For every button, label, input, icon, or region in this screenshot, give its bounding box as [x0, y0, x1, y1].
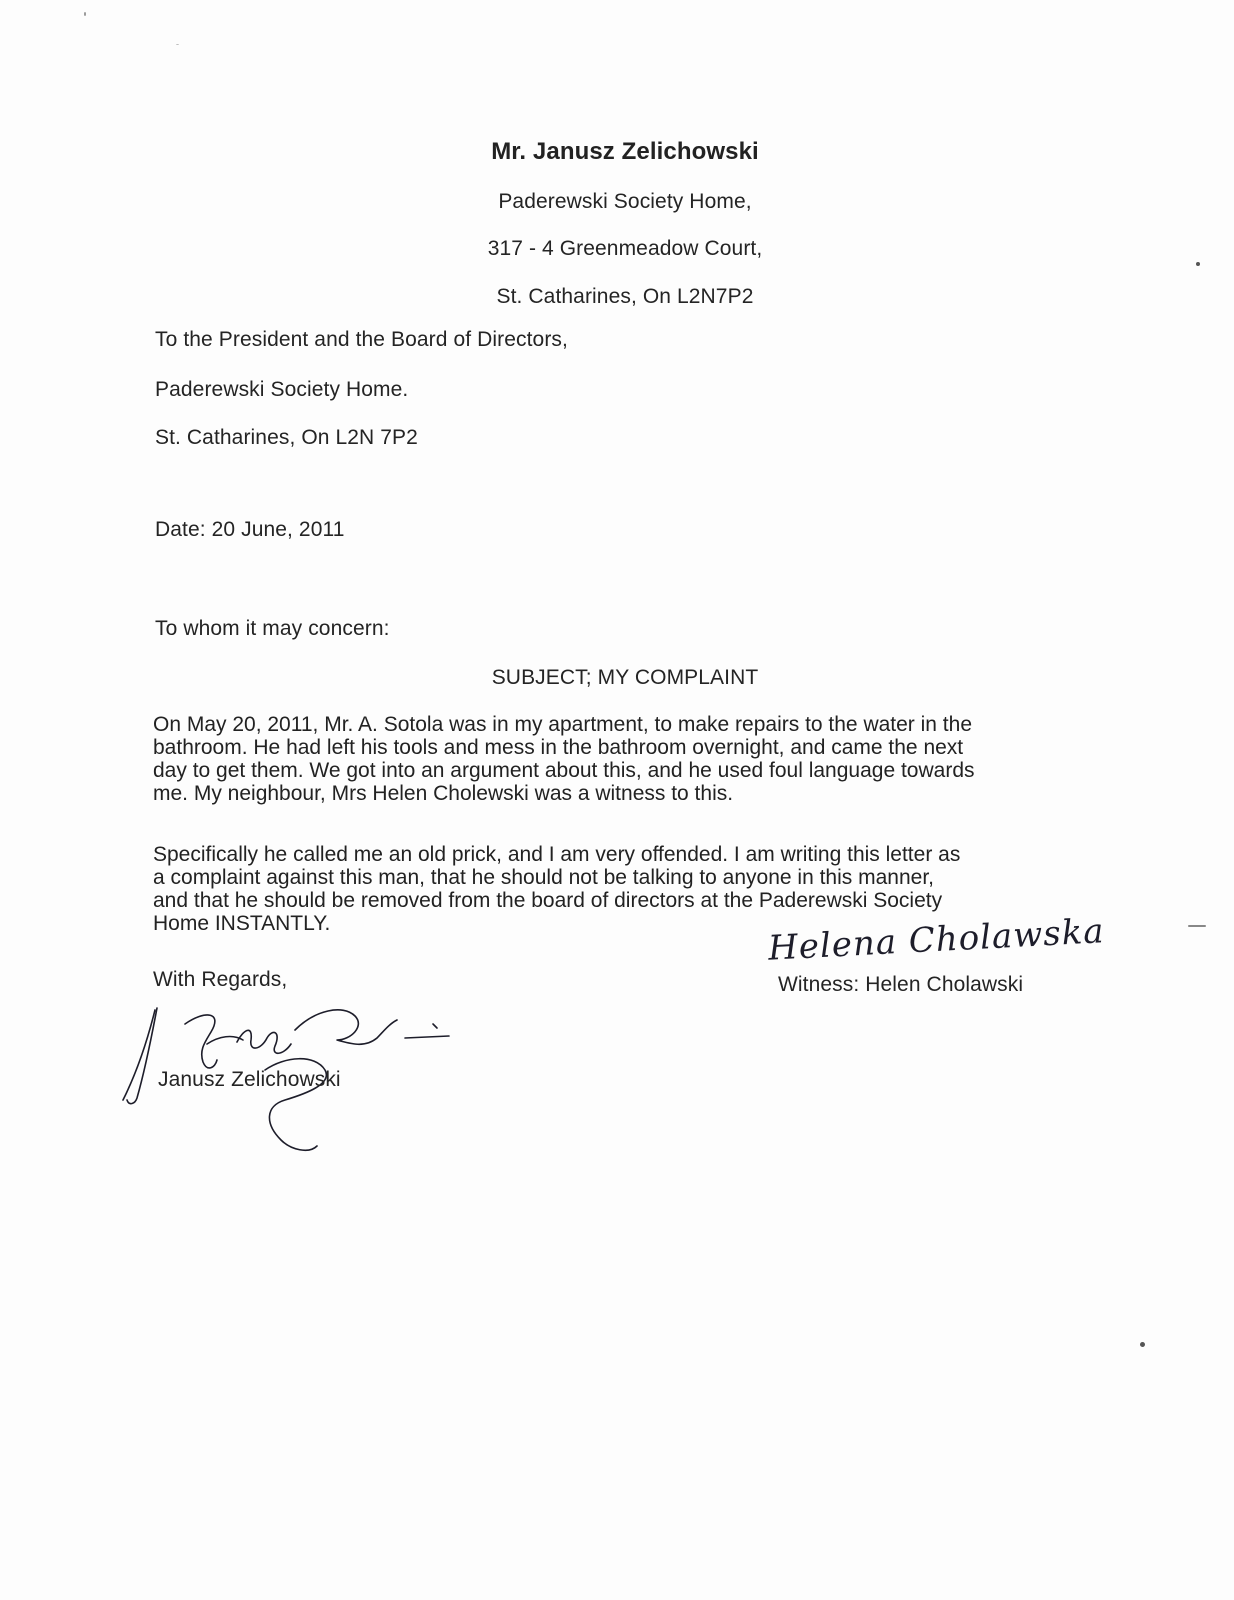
scan-speck	[1188, 925, 1206, 927]
recipient-line2: Paderewski Society Home.	[155, 378, 409, 401]
body-paragraph-1-line: me. My neighbour, Mrs Helen Cholewski was a witness to this.	[153, 782, 734, 805]
body-paragraph-2-line: and that he should be removed from the board of directors at the Paderewski Society	[153, 889, 943, 912]
signatory-name: Janusz Zelichowski	[158, 1068, 341, 1091]
scan-speck	[1196, 262, 1200, 266]
body-paragraph-2-line: Home INSTANTLY.	[153, 912, 331, 935]
letter-date: Date: 20 June, 2011	[155, 518, 345, 541]
witness-signature: Helena Cholawska	[767, 911, 1106, 969]
body-paragraph-1-line: bathroom. He had left his tools and mess in the bathroom overnight, and came the next	[153, 736, 964, 759]
body-paragraph-1-line: On May 20, 2011, Mr. A. Sotola was in my apartment, to make repairs to the water in the	[153, 713, 972, 736]
closing: With Regards,	[153, 968, 288, 991]
salutation: To whom it may concern:	[155, 617, 390, 640]
sender-address-line1: Paderewski Society Home,	[498, 190, 752, 213]
sender-address-line3: St. Catharines, On L2N7P2	[496, 285, 754, 308]
scan-speck	[84, 12, 86, 16]
body-paragraph-1-line: day to get them. We got into an argument about this, and he used foul language towards	[153, 759, 975, 782]
body-paragraph-1	[153, 713, 1113, 805]
recipient-line3: St. Catharines, On L2N 7P2	[155, 426, 418, 449]
witness-label: Witness: Helen Cholawski	[778, 973, 1024, 996]
recipient-line1: To the President and the Board of Directors,	[155, 328, 568, 351]
scan-speck	[176, 44, 179, 45]
body-paragraph-2-line: a complaint against this man, that he should not be talking to anyone in this manner,	[153, 866, 934, 889]
subject-line: SUBJECT; MY COMPLAINT	[491, 666, 759, 689]
sender-name: Mr. Janusz Zelichowski	[491, 138, 759, 165]
scan-speck	[1140, 1342, 1145, 1347]
body-paragraph-2-line: Specifically he called me an old prick, and I am very offended. I am writing this letter as	[153, 843, 961, 866]
sender-address-line2: 317 - 4 Greenmeadow Court,	[487, 237, 763, 260]
